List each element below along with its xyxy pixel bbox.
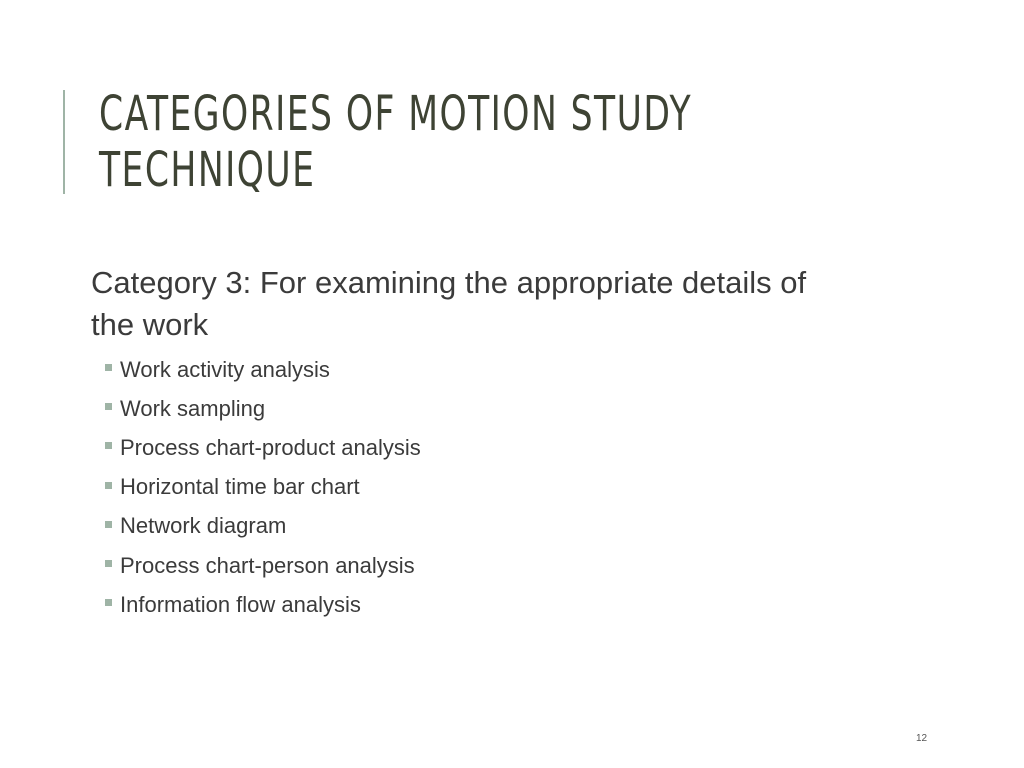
square-bullet-icon <box>105 403 112 410</box>
list-item <box>105 507 421 546</box>
list-item-label: Process chart-product analysis <box>120 434 421 460</box>
list-item <box>105 468 421 507</box>
list-item-label: Work sampling <box>120 395 266 421</box>
list-item-label: Process chart-person analysis <box>120 552 415 578</box>
list-item-label: Horizontal time bar chart <box>120 474 360 500</box>
list-item-label: Information flow analysis <box>120 591 361 617</box>
category-heading: Category 3: For examining the appropriate details of the work <box>91 265 807 342</box>
slide-title <box>99 86 693 198</box>
list-item <box>105 428 421 467</box>
list-item <box>105 585 421 624</box>
slide-title-line-1: CATEGORIES OF MOTION STUDY <box>99 86 693 142</box>
slide-title-line-2: TECHNIQUE <box>99 142 316 198</box>
list-item <box>105 389 421 428</box>
square-bullet-icon <box>105 442 112 449</box>
square-bullet-icon <box>105 599 112 606</box>
square-bullet-icon <box>105 560 112 567</box>
square-bullet-icon <box>105 482 112 489</box>
technique-list <box>105 350 421 624</box>
square-bullet-icon <box>105 364 112 371</box>
page-number: 12 <box>916 733 928 744</box>
square-bullet-icon <box>105 521 112 528</box>
list-item-label: Network diagram <box>120 513 287 539</box>
list-item-label: Work activity analysis <box>120 356 330 382</box>
title-accent-bar <box>63 90 65 194</box>
list-item <box>105 350 421 389</box>
list-item <box>105 546 421 585</box>
